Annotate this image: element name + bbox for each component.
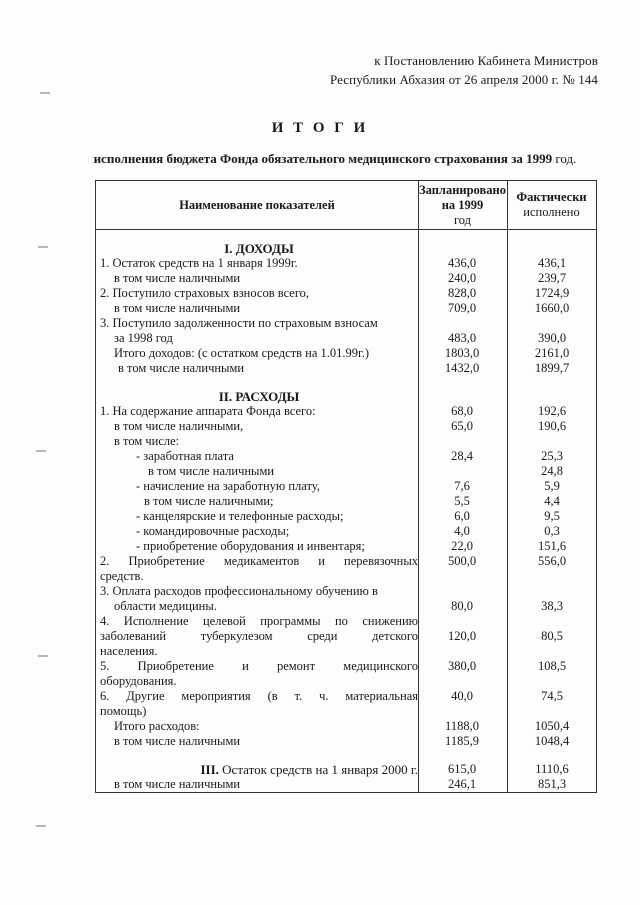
row-plan: 483,0 [447,331,477,345]
row-plan: 380,0 [447,659,477,673]
row-plan: 40,0 [451,689,473,703]
row-name: заболеваний туберкулезом среди детского [100,629,418,643]
row-fact: 1110,6 [535,762,569,776]
header-line-1: к Постановлению Кабинета Министров [374,53,598,68]
row-fact: 192,6 [537,404,567,418]
table-row [96,614,596,629]
budget-table [95,180,597,793]
row-plan: 5,5 [454,494,470,508]
column-header-fact [507,181,596,229]
row-plan: 709,0 [447,301,477,315]
header-divider [96,229,596,230]
row-name: 4. Исполнение целевой программы по снижению [100,614,418,628]
table-row [96,644,596,659]
row-plan: 28,4 [451,449,473,463]
row-name: в том числе наличными [148,464,275,478]
row-name: - приобретение оборудования и инвентаря; [136,539,365,553]
table-row [96,584,596,599]
scan-mark [40,92,50,94]
table-row [96,331,596,346]
plan-header-line: Запланировано [419,182,506,197]
table-row [96,539,596,554]
row-name: в том числе наличными [114,271,241,285]
table-row [96,569,596,584]
page-subtitle [80,151,590,167]
row-plan: 7,6 [454,479,470,493]
table-row [96,554,596,569]
table-row [96,659,596,674]
row-name: помощь) [100,704,147,718]
table-row [96,479,596,494]
table-row [96,464,596,479]
table-row [96,629,596,644]
row-plan: 80,0 [451,599,473,613]
row-fact: 851,3 [537,777,567,791]
section-heading-income [96,241,596,256]
section-label: II. РАСХОДЫ [218,389,300,404]
row-fact: 74,5 [541,689,563,703]
row-name: - начисление на заработную плату, [136,479,320,493]
row-name: в том числе наличными [114,777,241,791]
row-name: - заработная плата [136,449,234,463]
table-row [96,301,596,316]
row-name: Итого расходов: [114,719,200,733]
table-row [96,256,596,271]
table-row [96,734,596,749]
row-name: в том числе наличными [114,301,241,315]
table-row [96,509,596,524]
row-fact: 239,7 [537,271,567,285]
table-row [96,777,596,792]
row-plan: 6,0 [454,509,470,523]
row-fact: 1660,0 [534,301,570,315]
row-plan: 828,0 [447,286,477,300]
table-row [96,434,596,449]
section-number: III. [200,762,219,777]
subtitle-suffix: год. [552,151,577,166]
row-name: в том числе наличными [118,361,245,375]
column-header-fact-text [516,190,586,220]
row-name: 1. На содержание аппарата Фонда всего: [100,404,316,418]
row-plan: 500,0 [447,554,477,568]
row-plan: 240,0 [447,271,477,285]
row-fact: 2161,0 [534,346,570,360]
row-name: - командировочные расходы; [136,524,290,538]
row-name: 3. Поступило задолженности по страховым взносам [100,316,378,330]
section-text: Остаток средств на 1 января 2000 г. [218,762,418,777]
row-fact: 1899,7 [534,361,570,375]
page-title: И Т О Г И [271,120,369,136]
row-name: 2. Поступило страховых взносов всего, [100,286,310,300]
column-header-name: Наименование показателей [179,197,335,212]
row-name: в том числе наличными [114,734,241,748]
row-fact: 556,0 [537,554,567,568]
scan-mark [38,655,48,657]
plan-header-line: на 1999 [441,197,484,212]
column-header-plan-text [419,183,506,228]
row-fact: 5,9 [544,479,560,493]
row-plan: 436,0 [447,256,477,270]
subtitle-main: исполнения бюджета Фонда обязательного медицинского страхования за 1999 [93,151,553,166]
section-heading-expenses [96,389,596,404]
table-row [96,404,596,419]
table-row [96,599,596,614]
row-name: населения. [100,644,158,658]
row-name: области медицины. [114,599,217,613]
table-row [96,419,596,434]
row-plan: 22,0 [451,539,473,553]
row-fact: 436,1 [537,256,567,270]
row-name: 3. Оплата расходов профессиональному обучению в [100,584,378,598]
row-plan: 1803,0 [444,346,480,360]
row-name: в том числе: [114,434,180,448]
row-fact: 1724,9 [534,286,570,300]
row-name: 6. Другие мероприятия (в т. ч. материальная [100,689,418,703]
table-row [96,361,596,376]
row-name: в том числе наличными, [114,419,244,433]
row-plan: 120,0 [447,629,477,643]
row-plan: 65,0 [451,419,473,433]
row-plan: 1188,0 [445,719,479,733]
row-fact: 4,4 [544,494,560,508]
table-row [96,704,596,719]
row-name: оборудования. [100,674,177,688]
row-plan: 68,0 [451,404,473,418]
row-name: средств. [100,569,144,583]
table-row [96,689,596,704]
table-row [96,286,596,301]
column-header-plan [418,181,507,229]
row-fact: 108,5 [537,659,567,673]
fact-header-line: исполнено [523,205,580,219]
row-fact: 390,0 [537,331,567,345]
row-fact: 190,6 [537,419,567,433]
row-name: Итого доходов: (с остатком средств на 1.01.99г.) [114,346,370,360]
scan-mark [36,825,46,827]
fact-header-line: Фактически [516,190,587,204]
table-row [96,674,596,689]
row-name: за 1998 год [114,331,173,345]
row-fact: 0,3 [544,524,560,538]
row-fact: 151,6 [537,539,567,553]
row-fact: 80,5 [541,629,563,643]
row-fact: 9,5 [544,509,560,523]
row-fact: 25,3 [541,449,563,463]
table-row [96,449,596,464]
row-name: 5. Приобретение и ремонт медицинского [100,659,418,673]
row-name: - канцелярские и телефонные расходы; [136,509,344,523]
scan-mark [36,450,46,452]
header-line-2: Республики Абхазия от 26 апреля 2000 г. № 144 [329,72,598,87]
row-fact: 1048,4 [534,734,570,748]
row-plan: 1432,0 [444,361,480,375]
row-name: в том числе наличными; [144,494,274,508]
table-row [96,524,596,539]
plan-header-line: год [453,212,472,227]
scan-mark [38,246,48,248]
row-fact: 1050,4 [534,719,570,733]
row-fact: 24,8 [541,464,563,478]
table-row [96,719,596,734]
table-row [96,316,596,331]
row-plan: 615,0 [447,762,477,776]
section-label: I. ДОХОДЫ [224,241,294,256]
table-row [96,346,596,361]
row-name: 2. Приобретение медикаментов и перевязочных [100,554,418,568]
row-plan: 1185,9 [445,734,479,748]
row-plan: 246,1 [447,777,477,791]
row-plan: 4,0 [454,524,470,538]
table-row [96,494,596,509]
section-heading-balance [96,762,596,777]
section-label [100,762,418,777]
row-name: 1. Остаток средств на 1 января 1999г. [100,256,298,270]
table-row [96,271,596,286]
row-fact: 38,3 [541,599,563,613]
